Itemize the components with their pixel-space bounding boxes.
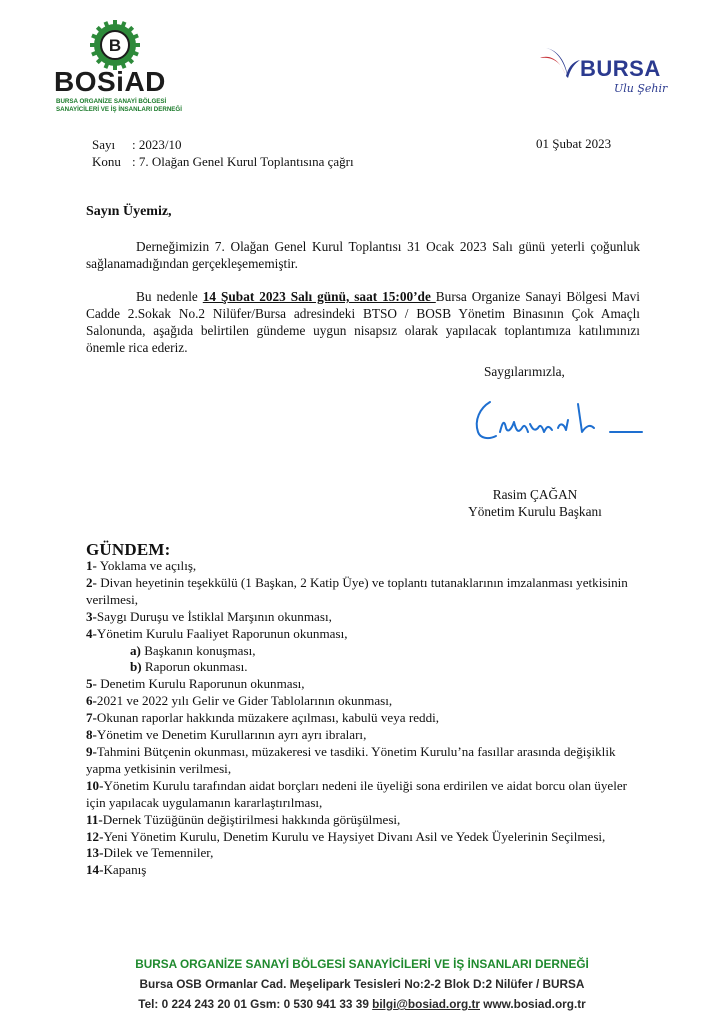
agenda-item — [86, 558, 646, 575]
agenda-item-text: Başkanın konuşması, — [140, 642, 256, 658]
agenda-item-number: 5- — [86, 676, 97, 692]
agenda-item-text: Kapanış — [103, 862, 147, 878]
agenda-item-number: 1- — [86, 558, 97, 573]
agenda-item-number: b) — [130, 659, 142, 675]
bursa-wordmark: BURSA — [580, 56, 661, 81]
agenda-item — [86, 626, 646, 643]
letter-meta — [92, 136, 354, 170]
agenda-item-text: Yeni Yönetim Kurulu, Denetim Kurulu ve Haysiyet Divanı Asil ve Yedek Üyelerinin Seçilmesi, — [103, 828, 606, 844]
footer-email-link[interactable]: bilgi@bosiad.org.tr — [372, 997, 480, 1011]
paragraph-2-prefix: Bu nedenle — [136, 289, 203, 304]
bursa-tagline: Ulu Şehir — [614, 82, 668, 95]
salutation: Sayın Üyemiz, — [86, 204, 172, 219]
agenda-item — [86, 727, 646, 744]
agenda-item-text: Dernek Tüzüğünün değiştirilmesi hakkında görüşülmesi, — [102, 811, 401, 827]
paragraph-2 — [86, 288, 640, 356]
agenda-item — [86, 609, 646, 626]
signer-name: Rasim ÇAĞAN — [492, 487, 578, 502]
agenda-item-number: 2- — [86, 574, 97, 590]
agenda-item-number: 13- — [86, 845, 104, 861]
agenda-item-text: Yönetim ve Denetim Kurullarının ayrı ayrı ibraları, — [96, 727, 367, 743]
bosiad-wordmark: BOSiAD — [54, 66, 166, 97]
agenda-item — [86, 845, 646, 862]
agenda-item-text: Divan heyetinin teşekkülü (1 Başkan, 2 Katip Üye) ve toplantı tutanaklarının imzalanması yetkisinin verilmesi, — [86, 574, 628, 607]
agenda-list — [86, 558, 646, 879]
agenda-item-number: 11- — [86, 811, 103, 827]
agenda-item-text: Tahmini Bütçenin okunması, müzakeresi ve tasdiki. Yönetim Kurulu’na fasıllar arasında değişiklik yapma yetkisinin verilmesi, — [86, 743, 616, 776]
meta-konu-label: Konu — [92, 154, 121, 169]
footer-website-link[interactable]: www.bosiad.org.tr — [480, 997, 586, 1011]
meta-konu-value: : 7. Olağan Genel Kurul Toplantısına çağrı — [132, 154, 354, 169]
agenda-item-text: 2021 ve 2022 yılı Gelir ve Gider Tablolarının okunması, — [96, 693, 393, 709]
agenda-item — [86, 676, 646, 693]
bosiad-gear-emblem-icon — [90, 20, 140, 70]
agenda-item-number: 10- — [86, 777, 104, 793]
agenda-item-text: Raporun okunması. — [141, 659, 248, 675]
paragraph-2-rest: Bursa Organize Sanayi Bölgesi Mavi Cadde 2.Sokak No.2 Nilüfer/Bursa adresindeki BTSO / BOSB Yönetim Binasının Çok Amaçlı Salonunda, aşağıda belirtilen gündeme uygun nisapsız olarak yapılacak toplantımıza katılımınızı önemle rica ederiz. — [86, 289, 640, 355]
agenda-item — [86, 862, 646, 879]
agenda-item — [86, 812, 646, 829]
footer — [0, 954, 724, 1014]
agenda-item-text: Yönetim Kurulu tarafından aidat borçları nedeni ile üyeliği sona erdirilen ve aidat borcu olan üyeler için yapılacak uygulamanın kararlaştırılması, — [86, 777, 628, 810]
bosiad-subtitle-line2: SANAYİCİLERİ VE İŞ İNSANLARI DERNEĞİ — [56, 105, 182, 113]
footer-phones: Tel: 0 224 243 20 01 Gsm: 0 530 941 33 39 — [138, 997, 373, 1011]
handwritten-signature — [460, 398, 650, 448]
bursa-logo — [536, 38, 686, 108]
agenda-subitem — [86, 659, 646, 676]
agenda-item — [86, 575, 646, 609]
meta-sayi-row — [92, 136, 354, 153]
meeting-datetime: 14 Şubat 2023 Salı günü, saat 15:00’de — [202, 289, 436, 304]
bursa-swoosh-icon — [536, 40, 582, 86]
signer-block — [450, 486, 620, 520]
agenda-item — [86, 693, 646, 710]
bosiad-logo — [50, 20, 180, 120]
agenda-item-number: 14- — [86, 862, 104, 878]
meta-sayi-value: : 2023/10 — [132, 137, 182, 152]
signer-title: Yönetim Kurulu Başkanı — [468, 504, 602, 519]
footer-contact — [0, 994, 724, 1014]
agenda-title: GÜNDEM: — [86, 540, 171, 559]
bosiad-subtitle-line1: BURSA ORGANİZE SANAYİ BÖLGESİ — [56, 98, 167, 105]
bosiad-emblem-letter: B — [108, 36, 122, 55]
agenda-item-number: a) — [130, 642, 141, 658]
agenda-item-text: Yoklama ve açılış, — [96, 558, 197, 573]
agenda-item-text: Yönetim Kurulu Faaliyet Raporunun okunması, — [96, 625, 348, 641]
agenda-item-text: Denetim Kurulu Raporunun okunması, — [96, 676, 305, 692]
agenda-item-number: 12- — [86, 828, 104, 844]
agenda-item-text: Saygı Duruşu ve İstiklal Marşının okunması, — [96, 608, 332, 624]
agenda-item — [86, 829, 646, 846]
agenda-item-number: 7- — [86, 710, 97, 726]
meta-sayi-label: Sayı — [92, 137, 116, 152]
letter-date: 01 Şubat 2023 — [536, 136, 612, 151]
agenda-item-text: Okunan raporlar hakkında müzakere açılması, kabulü veya reddi, — [96, 710, 440, 726]
agenda-item-text: Dilek ve Temenniler, — [103, 845, 214, 861]
paragraph-1: Derneğimizin 7. Olağan Genel Kurul Toplantısı 31 Ocak 2023 Salı günü yeterli çoğunluk sağlanamadığından gerçekleşememiştir. — [86, 239, 640, 271]
agenda-item-number: 3- — [86, 608, 97, 624]
agenda-item — [86, 744, 646, 778]
footer-org-name: BURSA ORGANİZE SANAYİ BÖLGESİ SANAYİCİLERİ VE İŞ İNSANLARI DERNEĞİ — [135, 957, 589, 971]
bosiad-subtitle — [56, 98, 184, 113]
footer-address: Bursa OSB Ormanlar Cad. Meşelipark Tesisleri No:2-2 Blok D:2 Nilüfer / BURSA — [139, 977, 585, 991]
agenda-item — [86, 710, 646, 727]
agenda-item-number: 8- — [86, 727, 97, 743]
agenda-subitem — [86, 643, 646, 660]
agenda-item — [86, 778, 646, 812]
agenda-item-number: 6- — [86, 693, 97, 709]
closing: Saygılarımızla, — [484, 364, 565, 379]
agenda-item-number: 9- — [86, 743, 97, 759]
agenda-item-number: 4- — [86, 625, 97, 641]
meta-konu-row — [92, 153, 354, 170]
